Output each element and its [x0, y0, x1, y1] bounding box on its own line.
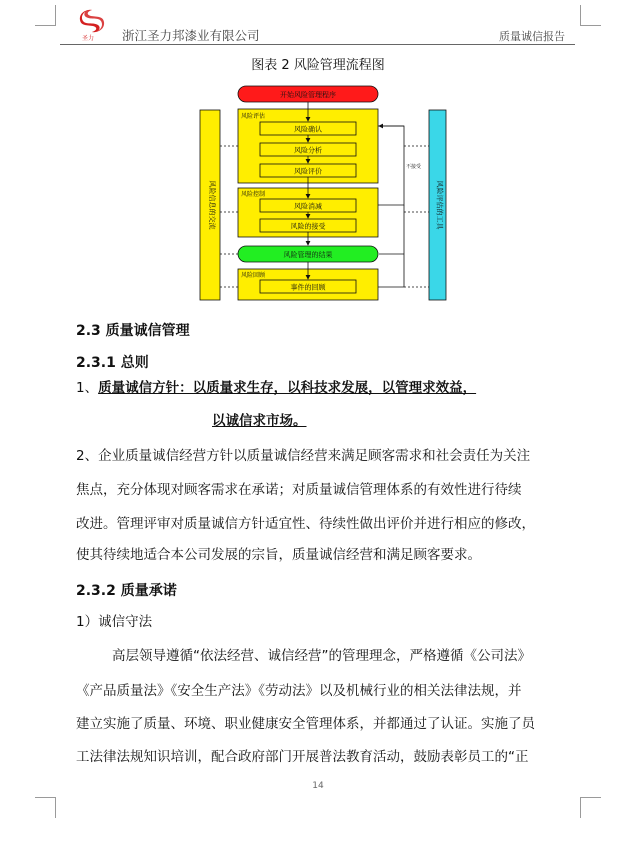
right-bar-label: 风险评估的工具 — [435, 180, 444, 230]
report-title: 质量诚信报告 — [499, 30, 565, 43]
company-logo-icon — [78, 8, 106, 34]
company-name: 浙江圣力邦漆业有限公司 — [122, 28, 260, 43]
left-bar-label: 风险信息的交流 — [208, 180, 216, 230]
step-analyze: 风险分析 — [294, 146, 322, 155]
step-identify: 风险确认 — [294, 125, 322, 134]
section-review-title: 风险回顾 — [241, 272, 266, 279]
para3-line1: 高层领导遵循“依法经营、诚信经营”的管理理念，严格遵循《公司法》 — [112, 648, 531, 664]
page-header — [60, 0, 575, 45]
step-review: 事件的回顾 — [290, 283, 326, 292]
not-accepted-label: 不接受 — [406, 164, 422, 170]
result-label: 风险管理的结果 — [283, 251, 333, 259]
para2-line3: 改进。管理评审对质量诚信方针适宜性、待续性做出评价并进行相应的修改， — [76, 516, 535, 532]
para3-line4: 工法律法规知识培训，配合政府部门开展普法教育活动，鼓励表彰员工的“正 — [76, 749, 529, 765]
logo-caption: 圣力 — [82, 35, 95, 42]
policy-paragraph-line2 — [212, 411, 307, 431]
feedback-loop — [378, 126, 404, 287]
page-number: 14 — [312, 781, 324, 791]
crop-mark-top-right — [580, 5, 601, 26]
para2-line4: 使其待续地适合本公司发展的宗旨，质量诚信经营和满足顾客要求。 — [76, 547, 481, 563]
para2-line1: 2、企业质量诚信经营方针以质量诚信经营来满足顾客需求和社会责任为关注 — [76, 448, 531, 464]
para3-line3: 建立实施了质量、环境、职业健康安全管理体系，并都通过了认证。实施了员 — [76, 716, 535, 732]
para2-line2: 焦点，充分体现对顾客需求在承诺；对质量诚信管理体系的有效性进行待续 — [76, 482, 522, 498]
para3-line2: 《产品质量法》《安全生产法》《劳动法》以及机械行业的相关法律法规，并 — [76, 683, 522, 699]
heading-2-3-2: 2.3.2 质量承诺 — [76, 583, 177, 599]
policy-paragraph-line1 — [76, 378, 476, 398]
policy-text-line2: 以诚信求市场。 — [212, 413, 307, 429]
section-control-title: 风险控制 — [241, 191, 266, 198]
step-reduce: 风险消减 — [294, 202, 322, 211]
section-assessment-title: 风险评估 — [241, 113, 266, 120]
step-accept: 风险的接受 — [290, 222, 326, 231]
crop-mark-bottom-left — [35, 797, 56, 818]
heading-2-3-1: 2.3.1 总则 — [76, 355, 149, 371]
crop-mark-top-left — [35, 5, 56, 26]
policy-item-number: 1、 — [76, 380, 99, 396]
start-label: 开始风险管理程序 — [280, 91, 336, 99]
risk-management-flowchart — [198, 82, 448, 304]
figure-title: 图表 2 风险管理流程图 — [251, 58, 385, 73]
item-integrity-law: 1）诚信守法 — [76, 614, 153, 630]
crop-mark-bottom-right — [580, 797, 601, 818]
step-evaluate: 风险评价 — [294, 167, 322, 176]
heading-2-3: 2.3 质量诚信管理 — [76, 323, 190, 339]
policy-text-line1: 质量诚信方针：以质量求生存，以科技求发展，以管理求效益， — [98, 380, 477, 396]
